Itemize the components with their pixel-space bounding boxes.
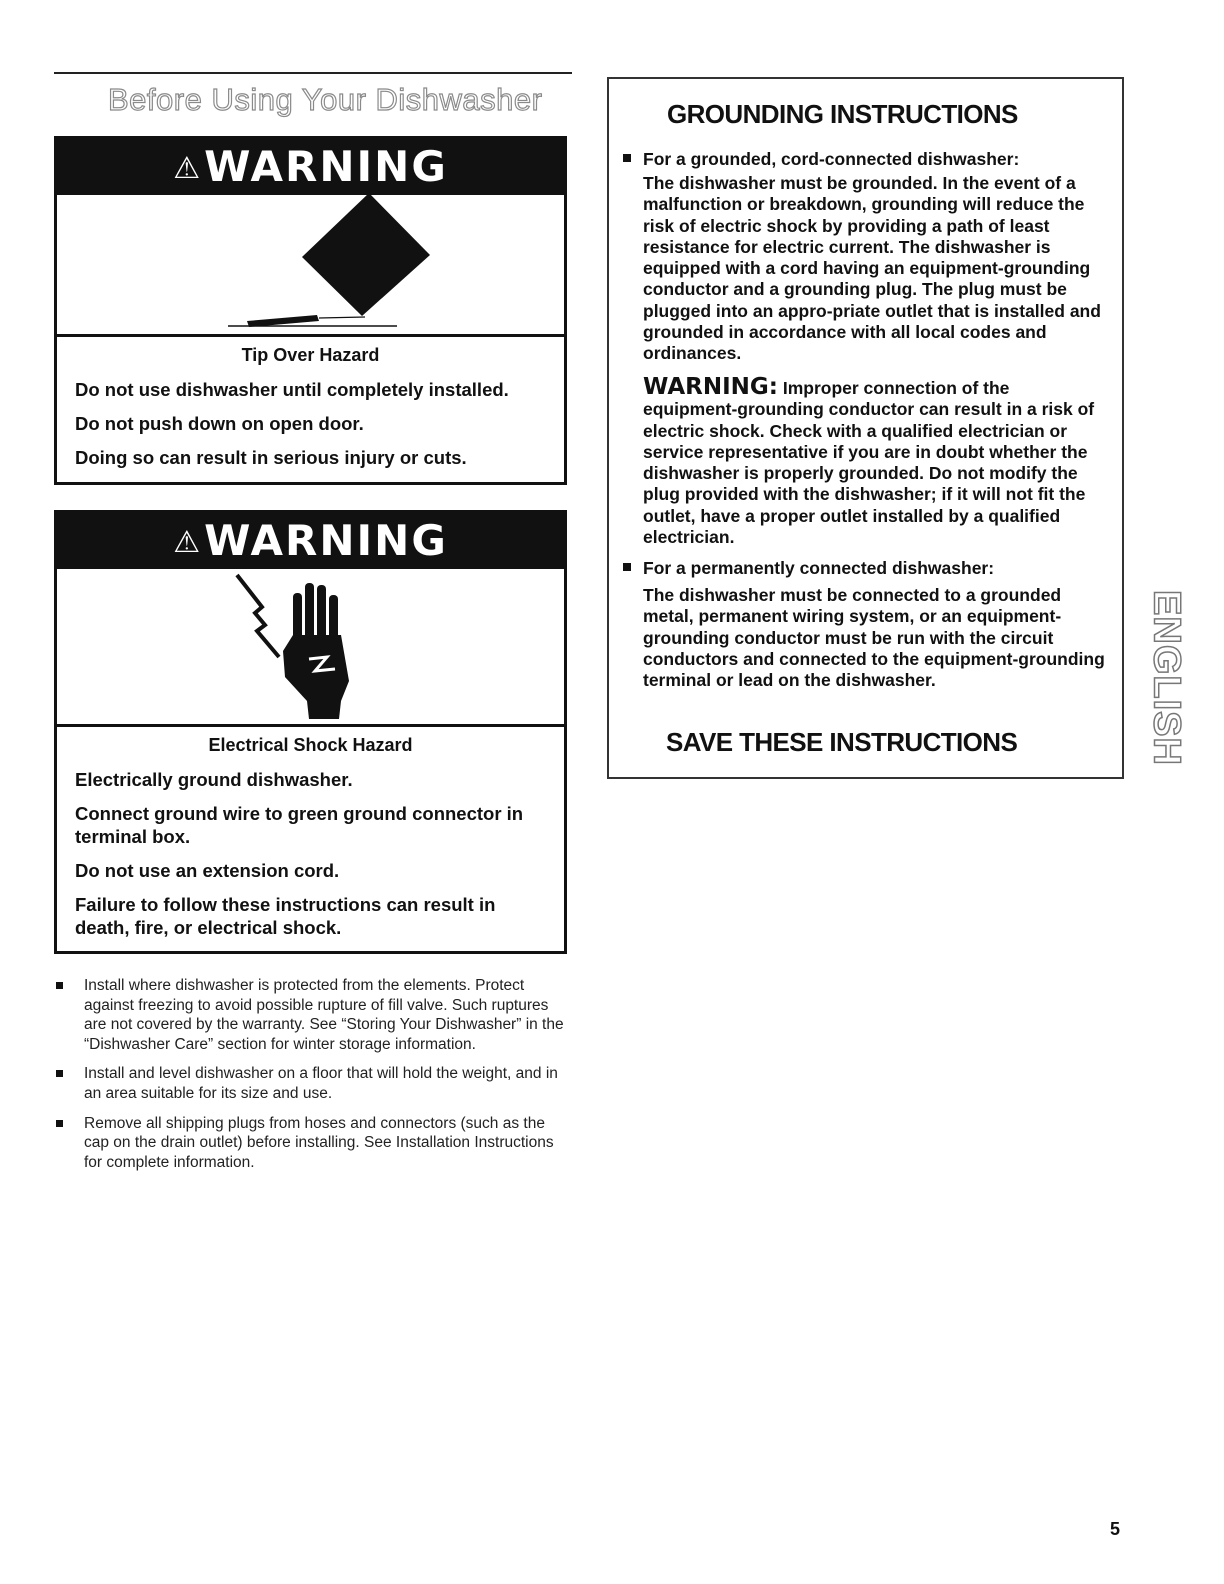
warning-line: Doing so can result in serious injury or cuts.: [75, 447, 467, 468]
grounding-instructions-box: [607, 77, 1124, 779]
warning-line: Connect ground wire to green ground connector in terminal box.: [75, 803, 524, 847]
grounding-warning-text: Improper connection of the equipment-grounding conductor can result in a risk of electric shock. Check with a qualified electrician or service representative if you are in doubt whether the dishwasher is properly grounded. Do not modify the plug provided with the dishwasher; if it will not fit the outlet, have a proper outlet installed by a qualified electrician.: [643, 378, 1095, 548]
hazard-name: Tip Over Hazard: [241, 345, 380, 365]
note-text: Remove all shipping plugs from hoses and connectors (such as the cap on the drain outlet) before installing. See Installation Instructions for complete information.: [84, 1114, 554, 1171]
save-instructions: SAVE THESE INSTRUCTIONS: [666, 727, 1018, 757]
header-rule: [54, 72, 572, 74]
page-number: 5: [1110, 1519, 1121, 1539]
warning-label: WARNING: [204, 142, 448, 191]
bullet-icon: [623, 563, 631, 571]
warning-label: WARNING: [204, 516, 448, 565]
install-notes-list: [54, 976, 574, 1182]
electric-hand-icon: [57, 569, 564, 724]
bullet-icon: [623, 154, 631, 162]
warning-line: Failure to follow these instructions can result in death, fire, or electrical shock.: [75, 894, 496, 938]
section-title: Before Using Your Dishwasher: [108, 82, 543, 117]
grounding-title: GROUNDING INSTRUCTIONS: [667, 99, 1018, 129]
note-text: Install and level dishwasher on a floor that will hold the weight, and in an area suitable for its size and use.: [84, 1065, 558, 1102]
warning-line: Electrically ground dishwasher.: [75, 769, 353, 790]
bullet-icon: [56, 1070, 63, 1077]
tip-over-icon: [57, 195, 564, 334]
tip-over-warning-box: [54, 136, 567, 485]
note-text: Install where dishwasher is protected from the elements. Protect against freezing to avoid possible rupture of fill valve. Such ruptures are not covered by the warranty. See “Storing Your Dishwasher” in the “Dishwasher Care” section for winter storage information.: [84, 977, 564, 1053]
warning-header: [57, 513, 564, 569]
grounding-bullet-corded: [623, 149, 1019, 170]
warning-triangle-icon: ⚠: [173, 525, 203, 560]
warning-line: Do not push down on open door.: [75, 413, 364, 434]
grounding-warning-paragraph: [643, 374, 1108, 548]
grounding-paragraph: The dishwasher must be grounded. In the event of a malfunction or breakdown, grounding will reduce the risk of electric shock by providing a path of least resistance for electric current. The dishwasher is equipped with a cord having an equipment-grounding conductor and a grounding plug. The plug must be plugged into an appro-priate outlet that is installed and grounded in accordance with all local codes and ordinances.: [643, 173, 1101, 364]
language-side-tab: [1146, 563, 1186, 793]
list-item: [54, 1064, 574, 1103]
grounding-paragraph: The dishwasher must be connected to a grounded metal, permanent wiring system, or an equipment-grounding conductor must be run with the circuit conductors and connected to the equipment-grounding terminal or lead on the dishwasher.: [643, 585, 1105, 691]
warning-header: [57, 139, 564, 195]
electrical-shock-warning-box: [54, 510, 567, 954]
bullet-text: For a grounded, cord-connected dishwasher:: [643, 149, 1020, 169]
warning-line: Do not use dishwasher until completely installed.: [75, 379, 509, 400]
grounding-warning-label: WARNING:: [643, 374, 778, 400]
electrical-shock-illustration: [57, 569, 564, 727]
warning-line: Do not use an extension cord.: [75, 860, 340, 881]
language-label: ENGLISH: [1145, 590, 1188, 766]
tip-over-illustration: [57, 195, 564, 337]
bullet-text: For a permanently connected dishwasher:: [643, 558, 995, 578]
list-item: [54, 976, 574, 1054]
grounding-bullet-permanent: [623, 558, 994, 579]
hazard-name: Electrical Shock Hazard: [208, 735, 413, 755]
bullet-icon: [56, 1120, 63, 1127]
warning-triangle-icon: ⚠: [173, 151, 203, 186]
list-item: [54, 1114, 574, 1173]
bullet-icon: [56, 982, 63, 989]
